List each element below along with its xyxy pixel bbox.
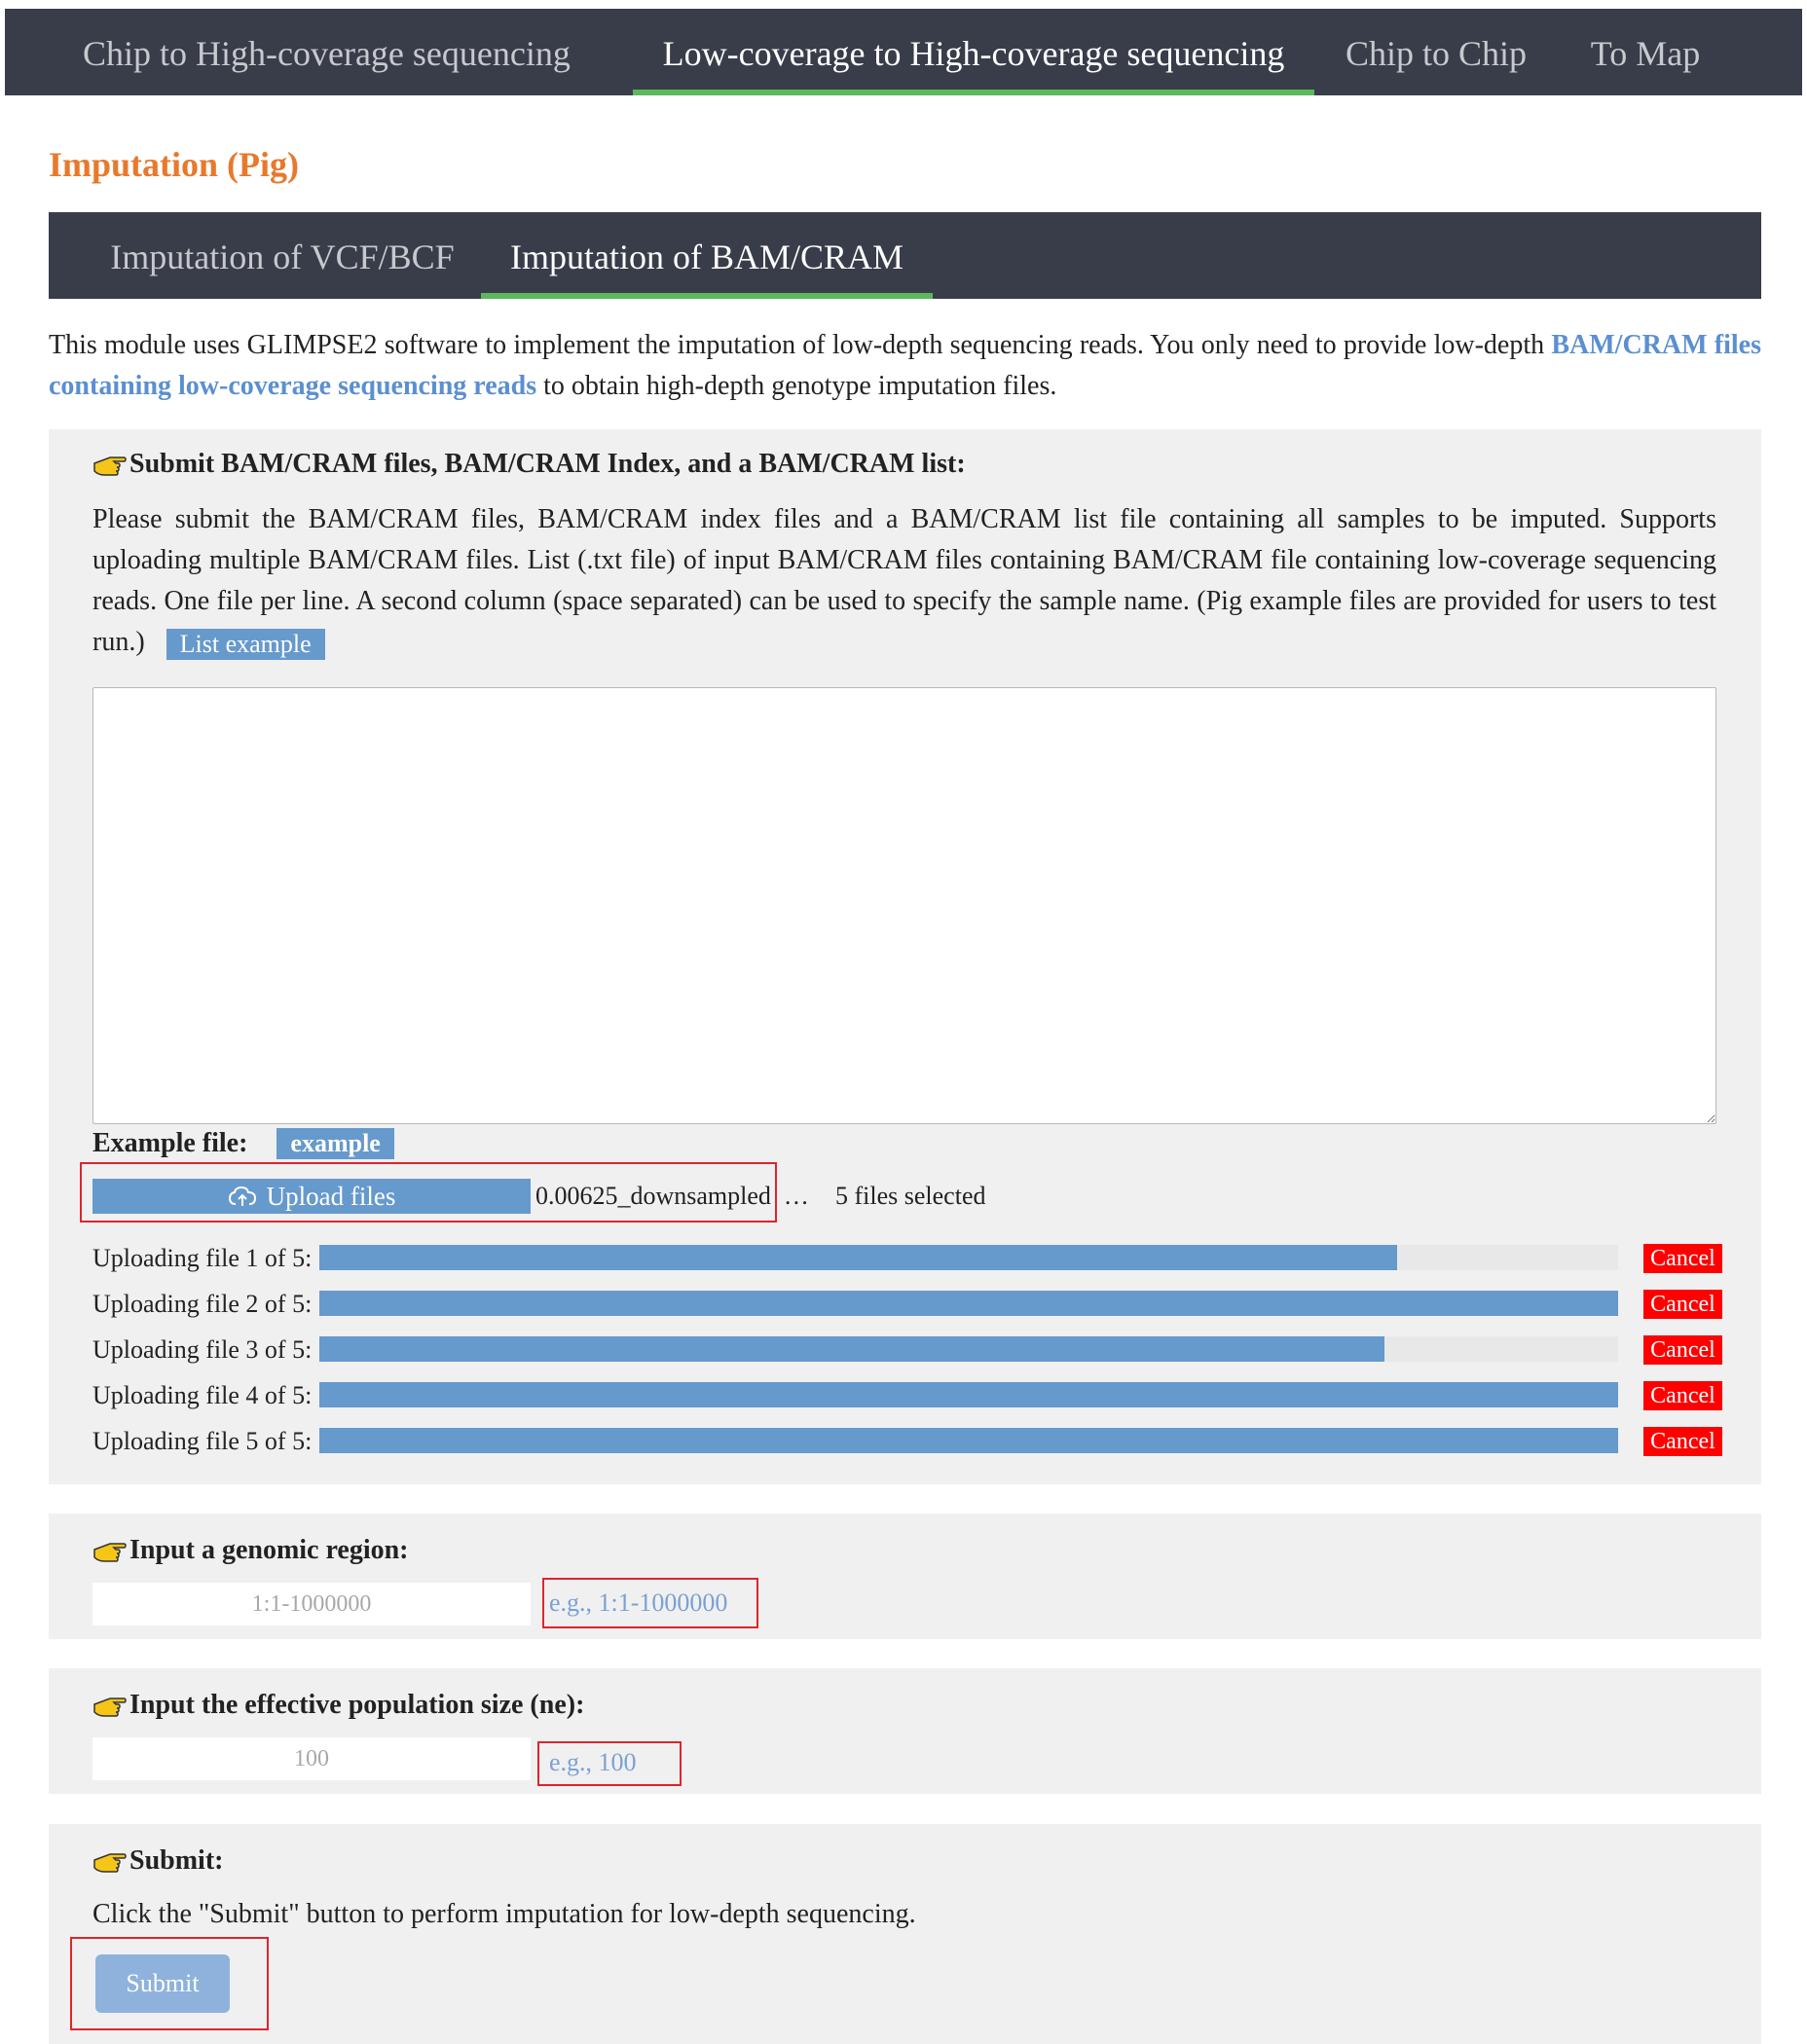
ne-heading xyxy=(92,1690,584,1721)
progress-fill xyxy=(319,1291,1618,1316)
progress-fill xyxy=(319,1382,1618,1407)
ne-input[interactable] xyxy=(92,1737,531,1780)
region-panel xyxy=(49,1514,1761,1639)
upload-progress-row xyxy=(92,1288,1716,1321)
upload-panel xyxy=(49,429,1761,1484)
tab-chip-to-chip[interactable]: Chip to Chip xyxy=(1345,34,1528,73)
cancel-upload-button[interactable]: Cancel xyxy=(1643,1290,1722,1319)
upload-progress-row xyxy=(92,1379,1716,1412)
ne-heading-text: Input the effective population size (ne): xyxy=(129,1690,585,1720)
region-hint: e.g., 1:1-1000000 xyxy=(549,1588,728,1617)
upload-description xyxy=(92,499,1716,663)
progress-track xyxy=(319,1245,1618,1270)
example-file-label: Example file: xyxy=(92,1128,248,1158)
selected-file-name xyxy=(535,1179,809,1214)
top-nav xyxy=(5,9,1802,95)
example-file-row xyxy=(92,1128,394,1159)
sub-nav xyxy=(49,212,1761,299)
upload-progress-label: Uploading file 5 of 5: xyxy=(92,1427,313,1455)
cloud-upload-icon xyxy=(228,1185,257,1208)
files-selected-count: 5 files selected xyxy=(835,1182,986,1210)
tab-chip-to-high-coverage[interactable]: Chip to High-coverage sequencing xyxy=(83,34,571,73)
progress-track xyxy=(319,1382,1618,1407)
ne-hint: e.g., 100 xyxy=(549,1748,637,1776)
upload-progress-label: Uploading file 1 of 5: xyxy=(92,1244,313,1272)
selected-file-name-text: 0.00625_downsampled xyxy=(535,1182,771,1210)
tab-imputation-bam-cram[interactable]: Imputation of BAM/CRAM xyxy=(481,212,933,299)
progress-track xyxy=(319,1336,1618,1362)
region-heading xyxy=(92,1535,409,1566)
region-heading-text: Input a genomic region: xyxy=(129,1535,409,1565)
intro-text-before: This module uses GLIMPSE2 software to implement the imputation of low-depth sequencing reads. You only need to provide low-depth xyxy=(49,330,1552,360)
upload-description-text: Please submit the BAM/CRAM files, BAM/CRAM index files and a BAM/CRAM list file containing all samples to be imputed. Supports uploading multiple BAM/CRAM files. List (.txt file) of input BAM/CRAM files containing BAM/CRAM file containing low-coverage sequencing reads. One file per line. A second column (space separated) can be used to specify the sample name. (Pig example files are provided for users to test run.) xyxy=(92,504,1716,657)
upload-heading xyxy=(92,449,966,480)
intro-link[interactable]: BAM/CRAM files containing low-coverage sequencing reads xyxy=(49,330,1761,401)
upload-progress-label: Uploading file 4 of 5: xyxy=(92,1381,313,1409)
submit-button[interactable]: Submit xyxy=(95,1954,230,2013)
cancel-upload-button[interactable]: Cancel xyxy=(1643,1244,1722,1273)
upload-progress-row xyxy=(92,1242,1716,1275)
tab-imputation-vcf-bcf[interactable]: Imputation of VCF/BCF xyxy=(110,237,455,276)
upload-progress-row xyxy=(92,1333,1716,1367)
ne-panel xyxy=(49,1668,1761,1794)
list-example-button[interactable]: List example xyxy=(166,629,325,660)
upload-files-button[interactable] xyxy=(92,1179,531,1214)
intro-paragraph xyxy=(49,325,1761,407)
progress-track xyxy=(319,1291,1618,1316)
progress-fill xyxy=(319,1245,1397,1270)
cancel-upload-button[interactable]: Cancel xyxy=(1643,1381,1722,1410)
upload-files-label: Upload files xyxy=(266,1181,396,1211)
page-title: Imputation (Pig) xyxy=(49,145,300,184)
submit-description: Click the "Submit" button to perform imputation for low-depth sequencing. xyxy=(92,1899,916,1929)
progress-track xyxy=(319,1428,1618,1453)
upload-progress-label: Uploading file 2 of 5: xyxy=(92,1290,313,1318)
tab-low-coverage-to-high-coverage[interactable]: Low-coverage to High-coverage sequencing xyxy=(633,9,1314,95)
pointing-hand-icon xyxy=(92,1846,128,1876)
pointing-hand-icon xyxy=(92,450,128,479)
example-button[interactable]: example xyxy=(277,1128,393,1159)
upload-progress-label: Uploading file 3 of 5: xyxy=(92,1335,313,1364)
genomic-region-input[interactable] xyxy=(92,1583,531,1625)
submit-heading-text: Submit: xyxy=(129,1845,224,1876)
cancel-upload-button[interactable]: Cancel xyxy=(1643,1335,1722,1365)
cancel-upload-button[interactable]: Cancel xyxy=(1643,1427,1722,1456)
submit-panel xyxy=(49,1824,1761,2044)
pointing-hand-icon xyxy=(92,1536,128,1565)
progress-fill xyxy=(319,1336,1384,1362)
upload-heading-text: Submit BAM/CRAM files, BAM/CRAM Index, and a BAM/CRAM list: xyxy=(129,449,966,479)
tab-to-map[interactable]: To Map xyxy=(1590,34,1701,73)
progress-fill xyxy=(319,1428,1618,1453)
intro-text-after: to obtain high-depth genotype imputation files. xyxy=(536,371,1057,401)
pointing-hand-icon xyxy=(92,1691,128,1720)
submit-heading xyxy=(92,1845,223,1877)
file-name-ellipsis: … xyxy=(783,1182,809,1210)
upload-progress-row xyxy=(92,1425,1716,1458)
bam-list-textarea[interactable] xyxy=(92,687,1716,1124)
